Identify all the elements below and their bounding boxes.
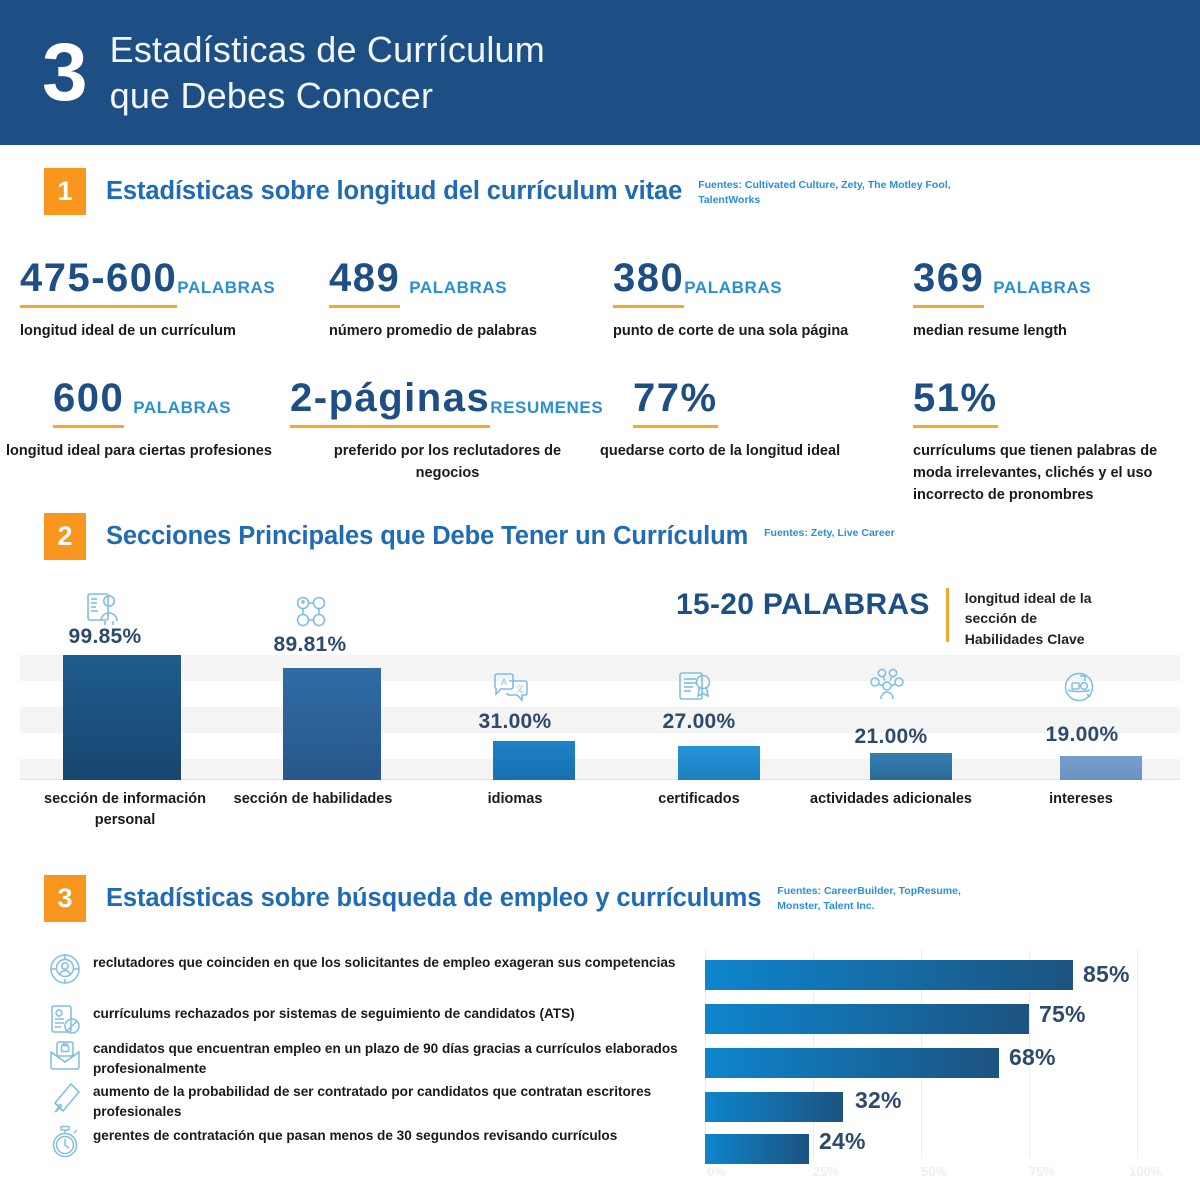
stat-cell-5 <box>290 378 610 485</box>
list-item-label: gerentes de contratación que pasan menos de 30 segundos revisando currículos <box>93 1128 618 1143</box>
section-title-3: Estadísticas sobre búsqueda de empleo y currículums <box>106 884 762 912</box>
chart-band <box>20 655 1180 681</box>
recruiter-target-icon <box>48 952 82 991</box>
stat-top-0 <box>20 258 320 308</box>
column-value-5: 19.00% <box>1045 723 1119 746</box>
fountain-pen-icon <box>48 1081 82 1120</box>
stat-unit-0: PALABRAS <box>177 278 276 297</box>
hbar-xtick-4: 100% <box>1129 1164 1163 1179</box>
section-badge-1: 1 <box>44 168 86 215</box>
list-item <box>48 952 688 991</box>
section-title-1: Estadísticas sobre longitud del currículum vitae <box>106 177 683 205</box>
stat-top-2 <box>613 258 903 308</box>
chart-gridline <box>1137 950 1138 1158</box>
hbar-xtick-3: 75% <box>1029 1164 1056 1179</box>
languages-icon <box>492 668 530 711</box>
stat-cell-0 <box>20 258 320 343</box>
stat-desc-0: longitud ideal de un currículum <box>20 323 236 339</box>
section-sources-2: Fuentes: Zety, Live Career <box>764 527 895 539</box>
highlight-text-line3: Habilidades Clave <box>964 630 1085 647</box>
column-group-1 <box>283 668 381 780</box>
list-item <box>48 1125 688 1164</box>
section-header-3 <box>44 875 992 922</box>
hbar-3 <box>705 1092 843 1122</box>
stat-number-6: 77% <box>633 378 718 428</box>
section-sources-3: Fuentes: CareerBuilder, TopResume, Monster, Talent Inc. <box>777 885 961 913</box>
hbar-xtick-0: 0% <box>707 1164 726 1179</box>
stat-number-0: 475-600 <box>20 258 177 308</box>
stat-cell-3 <box>913 258 1183 343</box>
column-bar-1 <box>283 668 381 780</box>
column-bar-5 <box>1060 756 1142 780</box>
stat-desc-7: currículums que tienen palabras de moda irrelevantes, clichés y el uso incorrecto de pronombres <box>913 443 1158 503</box>
column-value-4: 21.00% <box>854 725 928 748</box>
job-offer-envelope-icon <box>48 1038 82 1077</box>
column-category-1: sección de habilidades <box>233 791 393 807</box>
stat-number-2: 380 <box>613 258 684 308</box>
stat-number-5: 2-páginas <box>290 378 490 428</box>
chart-band <box>20 759 1180 780</box>
hbar-0 <box>705 960 1073 990</box>
highlight-text <box>965 588 1092 649</box>
list-item <box>48 1081 688 1121</box>
list-item-label: candidatos que encuentran empleo en un plazo de 90 días gracias a currículos elaborados profesionalmente <box>93 1041 678 1076</box>
banner-title-line2: que Debes Conocer <box>109 74 434 116</box>
stat-desc-1: número promedio de palabras <box>329 323 537 339</box>
column-bar-0 <box>63 655 181 780</box>
column-bar-4 <box>870 753 952 780</box>
stat-top-1 <box>329 258 599 308</box>
hbar-2 <box>705 1048 999 1078</box>
section-badge-2: 2 <box>44 513 86 560</box>
hbar-value-0: 85% <box>1083 961 1130 987</box>
stat-desc-6: quedarse corto de la longitud ideal <box>600 443 841 459</box>
column-value-3: 27.00% <box>662 710 736 733</box>
stat-cell-7 <box>913 378 1178 506</box>
highlight-text-line2: sección de <box>964 610 1038 627</box>
column-group-5 <box>1060 756 1142 780</box>
highlight-callout <box>676 588 1092 649</box>
banner-title-line1: Estadísticas de Currículum <box>109 29 545 71</box>
stat-number-7: 51% <box>913 378 998 428</box>
hbar-value-3: 32% <box>855 1087 902 1113</box>
stat-top-3 <box>913 258 1183 308</box>
skills-icon <box>291 592 331 637</box>
list-item-label: currículums rechazados por sistemas de seguimiento de candidatos (ATS) <box>93 1006 575 1021</box>
resume-rejected-icon <box>48 1003 82 1042</box>
banner-number: 3 <box>42 26 86 118</box>
stat-unit-5: RESUMENES <box>490 398 604 417</box>
highlight-divider <box>946 588 949 642</box>
hbar-4 <box>705 1134 809 1164</box>
svg-text:文: 文 <box>515 684 525 694</box>
section-sources-1: Fuentes: Cultivated Culture, Zety, The Motley Fool, TalentWorks <box>698 179 951 207</box>
hbar-value-4: 24% <box>819 1128 866 1154</box>
column-group-3 <box>678 746 760 780</box>
stat-unit-4: PALABRAS <box>133 398 232 417</box>
certificate-icon <box>676 668 714 711</box>
column-value-0: 99.85% <box>68 625 142 648</box>
stat-desc-5: preferido por los reclutadores de negocios <box>333 443 562 481</box>
column-group-2 <box>493 741 575 780</box>
stat-number-3: 369 <box>913 258 984 308</box>
hbar-xtick-2: 50% <box>921 1164 948 1179</box>
section-title-2: Secciones Principales que Debe Tener un Currículum <box>106 522 749 550</box>
column-bar-2 <box>493 741 575 780</box>
stat-desc-3: median resume length <box>913 323 1067 339</box>
stopwatch-icon <box>48 1125 82 1164</box>
stat-desc-2: punto de corte de una sola página <box>613 323 849 339</box>
column-value-2: 31.00% <box>478 710 552 733</box>
svg-text:A: A <box>501 677 508 687</box>
column-category-3: certificados <box>658 791 740 807</box>
hbar-value-1: 75% <box>1039 1001 1086 1027</box>
list-item-label: aumento de la probabilidad de ser contratado por candidatos que contratan escritores profesionales <box>93 1084 652 1119</box>
column-category-5: intereses <box>1049 791 1113 807</box>
stat-cell-2 <box>613 258 903 343</box>
page-title <box>110 27 545 118</box>
stat-unit-2: PALABRAS <box>684 278 783 297</box>
column-group-0 <box>63 655 181 780</box>
hbar-xtick-1: 25% <box>813 1164 840 1179</box>
hbar-value-2: 68% <box>1009 1044 1056 1070</box>
highlight-number: 15-20 PALABRAS <box>676 588 930 621</box>
list-item <box>48 1003 688 1042</box>
column-bar-3 <box>678 746 760 780</box>
stat-unit-3: PALABRAS <box>993 278 1092 297</box>
hbar-1 <box>705 1004 1029 1034</box>
section-header-2 <box>44 513 895 560</box>
horizontal-bar-chart <box>705 950 1175 1182</box>
page-banner <box>0 0 1200 145</box>
stat-number-4: 600 <box>53 378 124 428</box>
column-category-4: actividades adicionales <box>810 791 972 807</box>
stat-number-1: 489 <box>329 258 400 308</box>
section-header-1 <box>44 168 968 215</box>
interests-icon <box>1060 668 1098 711</box>
column-group-4 <box>870 753 952 780</box>
highlight-text-line1: longitud ideal de la <box>964 590 1092 606</box>
list-item-label: reclutadores que coinciden en que los solicitantes de empleo exageran sus competencias <box>93 955 676 970</box>
stat-top-5 <box>290 378 610 428</box>
stat-cell-6 <box>600 376 913 463</box>
column-category-0: sección de información personal <box>44 791 206 829</box>
stat-top-7 <box>913 378 1178 428</box>
column-category-2: idiomas <box>487 791 543 807</box>
chart-baseline <box>20 779 1180 780</box>
column-value-1: 89.81% <box>273 633 347 656</box>
stat-cell-1 <box>329 258 599 343</box>
stat-desc-4: longitud ideal para ciertas profesiones <box>6 443 272 459</box>
list-item <box>48 1038 688 1078</box>
stat-top-6 <box>633 378 913 428</box>
activities-icon <box>868 668 906 711</box>
stat-unit-1: PALABRAS <box>409 278 508 297</box>
section-badge-3: 3 <box>44 875 86 922</box>
